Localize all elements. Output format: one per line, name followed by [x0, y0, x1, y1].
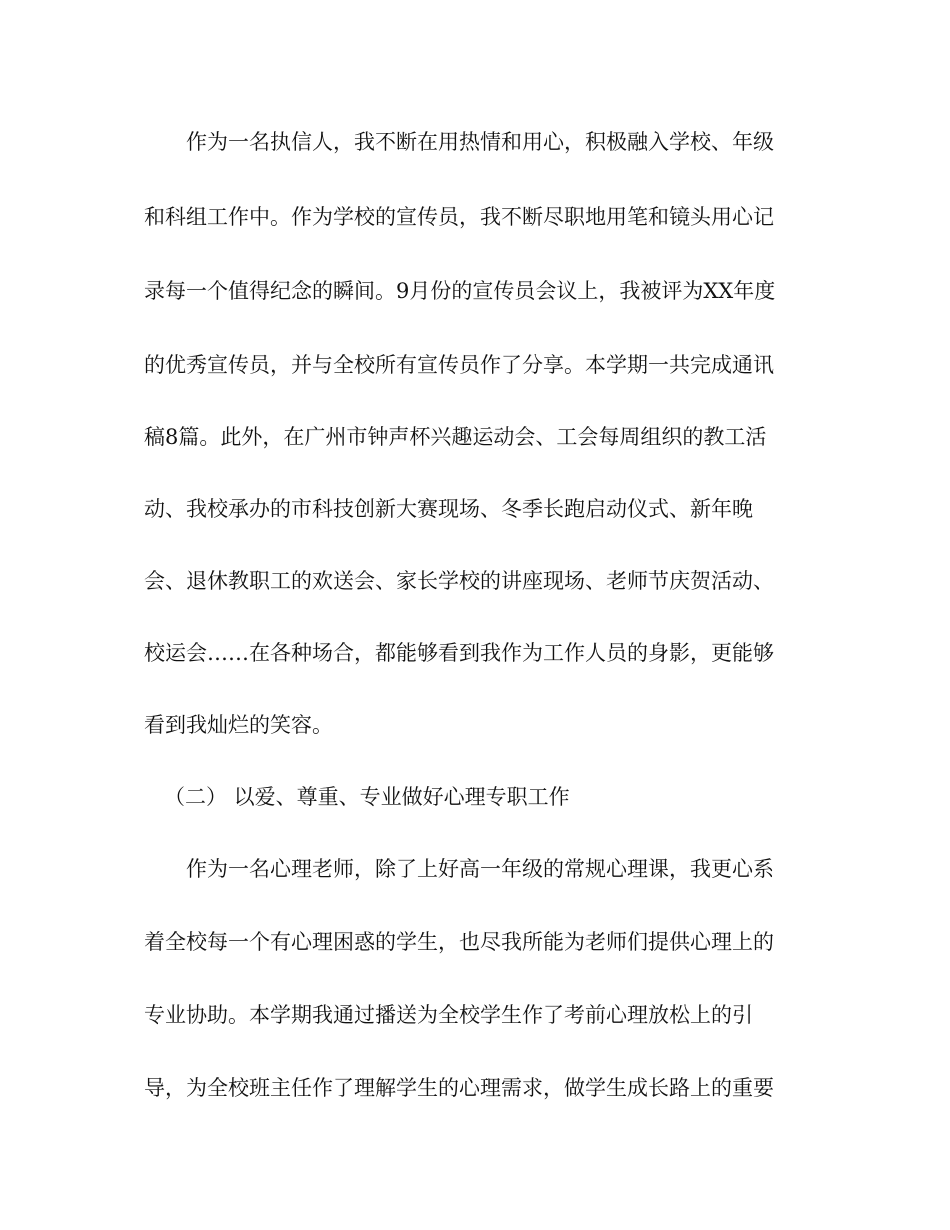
paragraph-line: 稿8篇。此外，在广州市钟声杯兴趣运动会、工会每周组织的教工活 [144, 425, 767, 449]
paragraph-line: 看到我灿烂的笑容。 [144, 713, 333, 737]
paragraph-line: 专业协助。本学期我通过播送为全校学生作了考前心理放松上的引 [144, 1003, 753, 1027]
paragraph-line: 动、我校承办的市科技创新大赛现场、冬季长跑启动仪式、新年晚 [144, 497, 753, 521]
section-heading: （二） 以爱、尊重、专业做好心理专职工作 [164, 785, 570, 809]
paragraph-line: 会、退休教职工的欢送会、家长学校的讲座现场、老师节庆贺活动、 [144, 569, 774, 593]
paragraph-line: 校运会……在各种场合，都能够看到我作为工作人员的身影，更能够 [144, 641, 774, 665]
paragraph-line: 的优秀宣传员，并与全校所有宣传员作了分享。本学期一共完成通讯 [144, 353, 774, 377]
paragraph-line: 导，为全校班主任作了理解学生的心理需求，做学生成长路上的重要 [144, 1076, 774, 1100]
paragraph-line: 作为一名心理老师，除了上好高一年级的常规心理课，我更心系 [186, 857, 774, 881]
paragraph-line: 着全校每一个有心理困惑的学生，也尽我所能为老师们提供心理上的 [144, 930, 774, 954]
paragraph-line: 和科组工作中。作为学校的宣传员，我不断尽职地用笔和镜头用心记 [144, 205, 774, 229]
paragraph-line: 作为一名执信人，我不断在用热情和用心，积极融入学校、年级 [186, 130, 774, 154]
paragraph-line: 录每一个值得纪念的瞬间。9月份的宣传员会议上，我被评为XX年度 [144, 279, 776, 303]
